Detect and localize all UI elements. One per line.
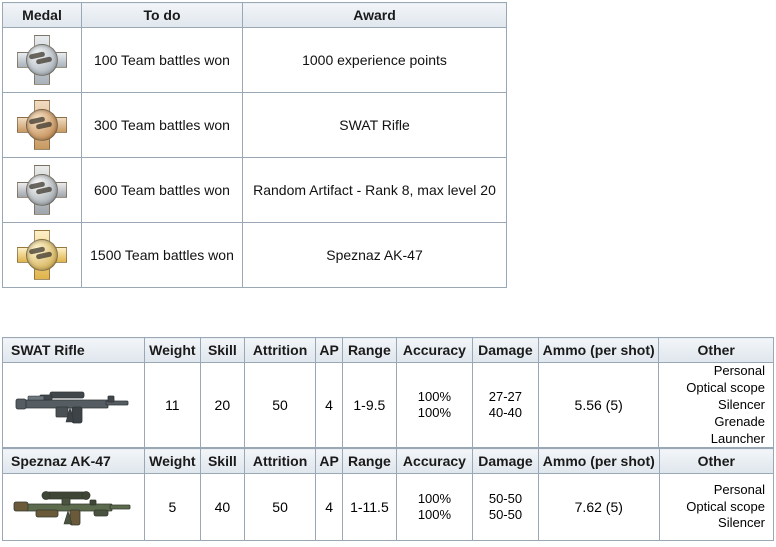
column-header-other: Other [659,449,773,474]
table-row [3,223,507,288]
medal-todo-text: 300 Team battles won [82,93,243,158]
other-line-1: Personal [713,481,765,497]
accuracy-line-1: 100% [417,490,452,506]
medal-award-text: SWAT Rifle [243,93,507,158]
cell-range: 1-9.5 [342,363,396,448]
medal-award-text: Random Artifact - Rank 8, max level 20 [243,158,507,223]
other-line-2: Optical scope [686,498,765,514]
weapon-table-header-row [3,338,774,363]
column-header-ammo: Ammo (per shot) [538,338,658,363]
cell-damage [472,474,538,541]
cell-ap: 4 [316,363,342,448]
table-row [3,93,507,158]
cell-ammo: 5.56 (5) [538,363,658,448]
medal-cell [3,28,82,93]
medal-silver-cross-handshake-2-icon [14,162,70,218]
column-header-weapon-name: SWAT Rifle [3,338,145,363]
medal-cell [3,93,82,158]
cell-other [659,474,773,541]
column-header-attrition: Attrition [244,338,316,363]
speznaz-ak47-icon [3,474,145,541]
column-header-weapon-name: Speznaz AK-47 [3,449,145,474]
cell-other [659,363,774,448]
medal-cell [3,223,82,288]
column-header-skill: Skill [200,449,244,474]
other-line-3: Silencer [718,515,765,531]
table-row [3,158,507,223]
cell-accuracy [396,363,472,448]
damage-line-2: 50-50 [488,507,523,522]
column-header-medal: Medal [3,3,82,28]
table-row [3,28,507,93]
table-row [3,474,774,541]
medal-bronze-cross-handshake-icon [14,97,70,153]
column-header-damage: Damage [472,338,538,363]
other-line-2: Optical scope [686,379,765,395]
other-line-3: Silencer [718,396,765,412]
medal-todo-text: 600 Team battles won [82,158,243,223]
medals-table-header-row [3,3,507,28]
column-header-damage: Damage [472,449,538,474]
other-line-1: Personal [713,363,765,378]
swat-rifle-table [2,337,774,448]
column-header-ap: AP [316,338,342,363]
cell-damage [472,363,538,448]
swat-rifle-icon [3,363,145,448]
column-header-ammo: Ammo (per shot) [539,449,660,474]
column-header-skill: Skill [200,338,244,363]
column-header-accuracy: Accuracy [396,449,472,474]
column-header-weight: Weight [144,338,200,363]
cell-attrition: 50 [244,363,316,448]
cell-attrition: 50 [244,474,316,541]
cell-skill: 40 [200,474,244,541]
column-header-range: Range [342,338,396,363]
medal-todo-text: 100 Team battles won [82,28,243,93]
column-header-accuracy: Accuracy [396,338,472,363]
cell-skill: 20 [200,363,244,448]
accuracy-line-1: 100% [417,388,451,404]
damage-line-2: 40-40 [488,405,523,421]
medal-silver-cross-handshake-icon [14,32,70,88]
medals-table [2,2,507,288]
column-header-todo: To do [82,3,243,28]
accuracy-line-2: 100% [417,405,451,421]
weapon-table-header-row [3,449,774,474]
column-header-award: Award [243,3,507,28]
column-header-attrition: Attrition [244,449,316,474]
medal-award-text: Speznaz AK-47 [243,223,507,288]
other-line-4: Grenade Launcher [710,413,765,446]
speznaz-ak47-table [2,448,774,541]
cell-range: 1-11.5 [342,474,396,541]
cell-weight: 11 [144,363,200,448]
cell-accuracy [396,474,472,541]
medal-todo-text: 1500 Team battles won [82,223,243,288]
medal-gold-cross-handshake-icon [14,227,70,283]
column-header-ap: AP [316,449,342,474]
cell-weight: 5 [144,474,200,541]
damage-line-1: 50-50 [488,490,523,506]
column-header-range: Range [342,449,396,474]
table-row [3,363,774,448]
accuracy-line-2: 100% [417,507,452,522]
medal-cell [3,158,82,223]
cell-ap: 4 [316,474,342,541]
column-header-other: Other [659,338,774,363]
damage-line-1: 27-27 [488,388,523,404]
column-header-weight: Weight [144,449,200,474]
cell-ammo: 7.62 (5) [539,474,660,541]
medal-award-text: 1000 experience points [243,28,507,93]
